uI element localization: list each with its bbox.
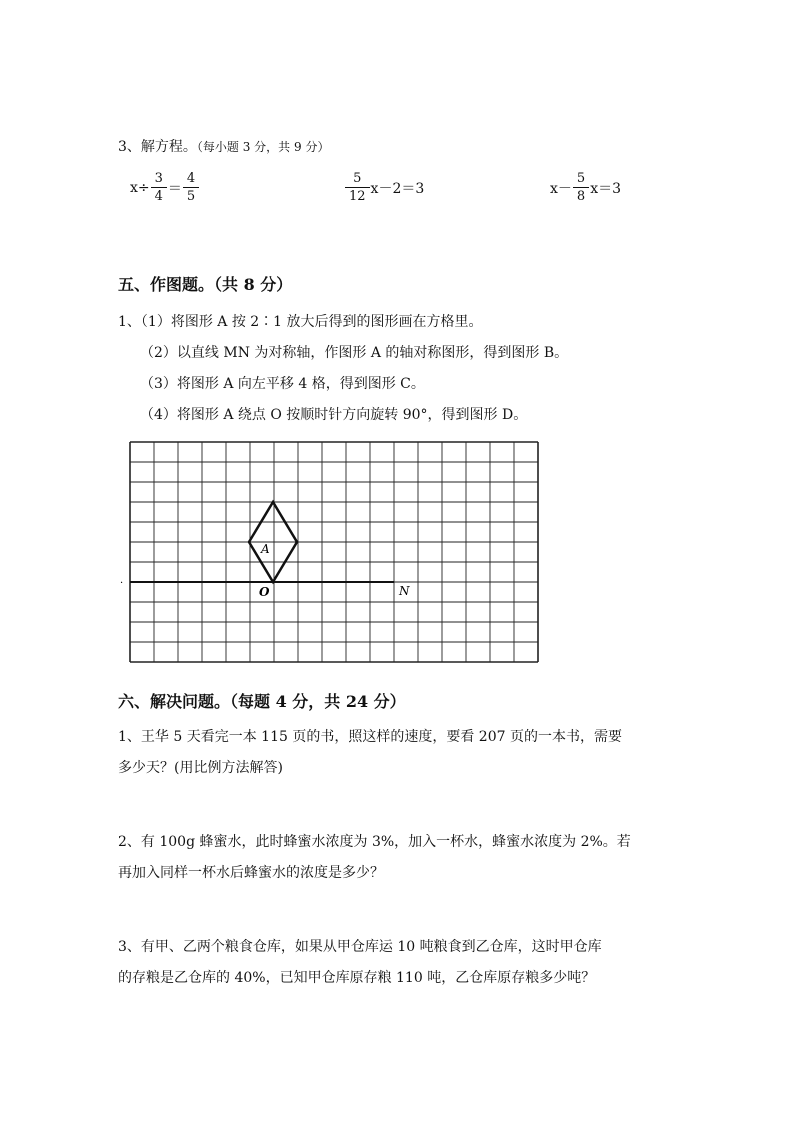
- problem-2-line-2: 再加入同样一杯水后蜂蜜水的浓度是多少？: [118, 865, 384, 881]
- drawing-grid: [118, 436, 548, 668]
- equation-3: x－ $\frac{5}{8}$ x＝3: [550, 171, 621, 204]
- label-o: O: [259, 585, 270, 599]
- grid-lines: [130, 442, 538, 662]
- problem-1-line-1: 1、王华 5 天看完一本 115 页的书，照这样的速度，要看 207 页的一本书，需要: [118, 729, 622, 745]
- section5-item-1: 1、（1）将图形 A 按 2∶1 放大后得到的图形画在方格里。: [118, 314, 483, 330]
- section5-title: 五、作图题。（共 8 分）: [118, 275, 293, 294]
- equation-2: $\frac{5}{12}$ x－2＝3: [344, 170, 424, 205]
- q3-title: 3、解方程。（每小题 3 分，共 9 分）: [118, 139, 330, 155]
- section5-item-4: （4）将图形 A 绕点 O 按顺时针方向旋转 90°，得到图形 D。: [140, 407, 528, 423]
- equation-1: x÷ $\frac{3}{4}$ ＝ $\frac{4}{5}$: [130, 170, 200, 205]
- label-a: A: [261, 542, 270, 556]
- q3-note: （每小题 3 分，共 9 分）: [196, 140, 330, 154]
- label-m: ·: [120, 578, 124, 589]
- fraction: $\frac{5}{12}$: [347, 170, 368, 205]
- problem-3-line-1: 3、有甲、乙两个粮食仓库，如果从甲仓库运 10 吨粮食到乙仓库，这时甲仓库: [118, 939, 602, 955]
- fraction: $\frac{3}{4}$: [153, 170, 165, 205]
- label-n: N: [399, 584, 410, 598]
- problem-3-line-2: 的存粮是乙仓库的 40%，已知甲仓库原存粮 110 吨，乙仓库原存粮多少吨？: [118, 970, 596, 986]
- problem-2-line-1: 2、有 100g 蜂蜜水，此时蜂蜜水浓度为 3%，加入一杯水，蜂蜜水浓度为 2%。若: [118, 834, 631, 850]
- problem-1-line-2: 多少天？(用比例方法解答): [118, 760, 283, 776]
- section6-title: 六、解决问题。（每题 4 分，共 24 分）: [118, 692, 406, 711]
- section5-item-2: （2）以直线 MN 为对称轴，作图形 A 的轴对称图形，得到图形 B。: [140, 345, 569, 361]
- fraction: $\frac{5}{8}$: [575, 170, 587, 205]
- section5-item-3: （3）将图形 A 向左平移 4 格，得到图形 C。: [140, 376, 425, 392]
- fraction: $\frac{4}{5}$: [185, 170, 197, 205]
